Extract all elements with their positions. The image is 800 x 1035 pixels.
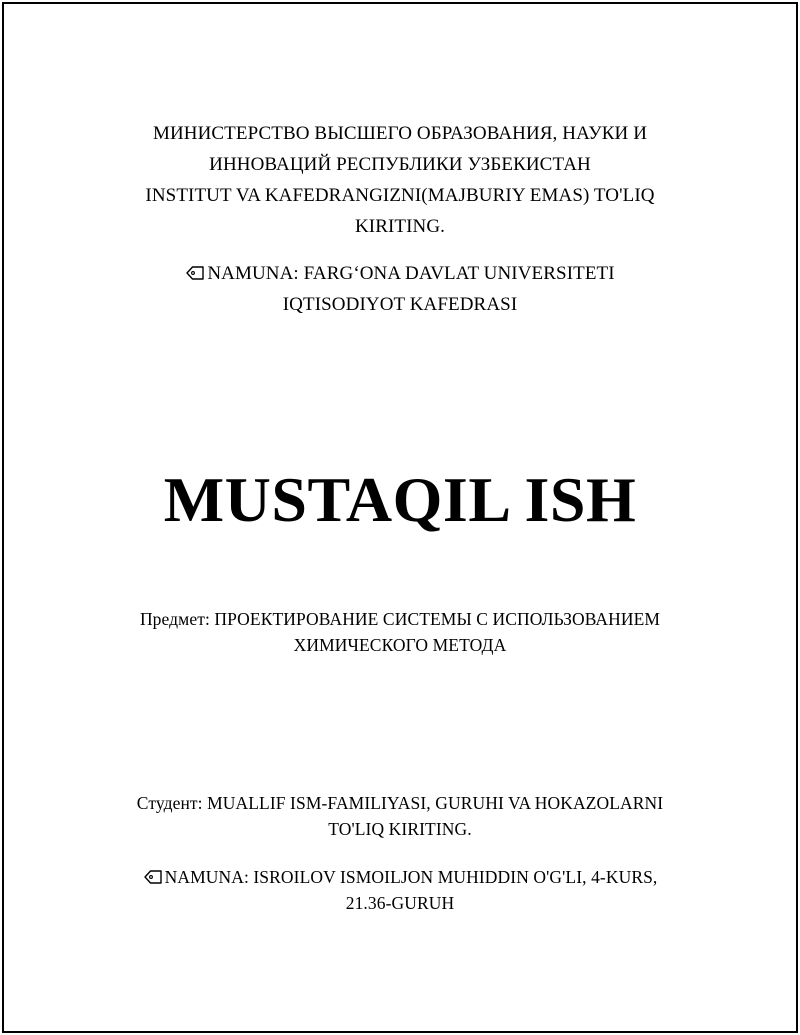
ministry-line-2: ИННОВАЦИЙ РЕСПУБЛИКИ УЗБЕКИСТАН: [209, 154, 591, 175]
student-sample-text-1: NAMUNA: ISROILOV ISMOILJON MUHIDDIN O'G'LI, 4-KURS,: [164, 867, 658, 887]
subject-line-2: ХИМИЧЕСКОГО МЕТОДА: [293, 635, 507, 655]
document-title-text: MUSTAQIL ISH: [163, 464, 637, 535]
student-sample: [0, 864, 800, 916]
subject-block: [0, 606, 800, 658]
ministry-line-4: KIRITING.: [354, 216, 446, 237]
institute-sample-line-1: [0, 258, 800, 289]
student-line-2: TO'LIQ KIRITING.: [328, 819, 472, 839]
institute-sample-line-2: IQTISODIYOT KAFEDRASI: [282, 294, 518, 315]
tag-icon: [143, 869, 163, 885]
student-sample-line-2: 21.36-GURUH: [345, 893, 455, 913]
student-line-1: Студент: MUALLIF ISM-FAMILIYASI, GURUHI VA HOKAZOLARNI: [136, 793, 664, 813]
institute-sample-text-1: NAMUNA: FARG‘ONA DAVLAT UNIVERSITETI: [207, 263, 615, 284]
ministry-line-1: МИНИСТЕРСТВО ВЫСШЕГО ОБРАЗОВАНИЯ, НАУКИ И: [152, 123, 648, 144]
institute-sample: [0, 258, 800, 320]
student-sample-line-1: [0, 864, 800, 890]
ministry-header: [0, 118, 800, 242]
subject-line-1: Предмет: ПРОЕКТИРОВАНИЕ СИСТЕМЫ С ИСПОЛЬЗОВАНИЕМ: [139, 609, 661, 629]
student-block: [0, 790, 800, 842]
tag-icon: [185, 265, 205, 281]
ministry-line-3: INSTITUT VA KAFEDRANGIZNI(MAJBURIY EMAS) TO'LIQ: [145, 185, 655, 206]
document-title: [0, 458, 800, 542]
